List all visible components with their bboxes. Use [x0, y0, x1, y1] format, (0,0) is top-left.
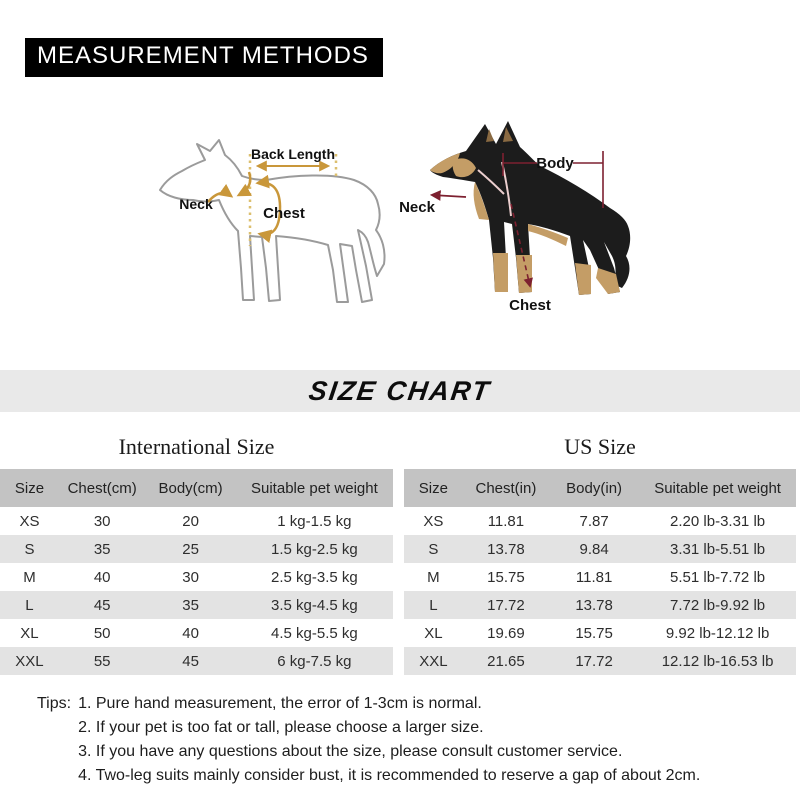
neck-measure-arrow [432, 195, 466, 197]
table-cell: 35 [93, 540, 111, 558]
table-cell: 4.5 kg-5.5 kg [271, 624, 358, 642]
table-cell: S [24, 540, 35, 558]
table-cell: 7.72 lb-9.92 lb [670, 596, 766, 614]
table-cell: 25 [182, 540, 199, 558]
tips-list [78, 692, 700, 788]
us-size-title: US Size [564, 433, 636, 459]
table-cell: L [25, 596, 34, 614]
table-row [0, 535, 393, 563]
table-row [0, 591, 393, 619]
table-cell: 1.5 kg-2.5 kg [271, 540, 358, 558]
table-cell: 50 [93, 624, 111, 642]
table-cell: L [429, 596, 438, 614]
column-header: Body(in) [549, 469, 639, 507]
table-cell: 12.12 lb-16.53 lb [661, 652, 774, 670]
table-cell: 2.5 kg-3.5 kg [271, 568, 358, 586]
table-cell: XL [20, 624, 39, 642]
table-row [0, 619, 393, 647]
table-cell: 3.31 lb-5.51 lb [670, 540, 766, 558]
column-header: Body(cm) [145, 469, 235, 507]
neck-label: Neck [399, 199, 435, 216]
table-cell: 13.78 [575, 596, 613, 614]
column-header: Size [0, 469, 59, 507]
table-row [404, 507, 796, 535]
table-cell: 45 [182, 652, 199, 670]
tips-label: Tips: [37, 695, 72, 712]
table-cell: 3.5 kg-4.5 kg [271, 596, 358, 614]
column-header: Suitable pet weight [236, 469, 393, 507]
table-header-row [0, 469, 393, 507]
table-cell: 11.81 [487, 512, 525, 530]
table-cell: 55 [93, 652, 111, 670]
back-length-label: Back Length [250, 146, 336, 162]
table-row [404, 563, 796, 591]
table-cell: 35 [182, 596, 199, 614]
table-cell: XS [19, 512, 40, 530]
table-row [404, 647, 796, 675]
international-size-table [0, 469, 393, 675]
size-chart-banner [0, 370, 800, 412]
table-row [0, 563, 393, 591]
table-cell: 21.65 [487, 652, 525, 670]
table-cell: 11.81 [575, 568, 613, 586]
international-size-section [0, 424, 393, 675]
table-cell: XXL [419, 652, 448, 670]
column-header: Size [404, 469, 463, 507]
table-row [0, 647, 393, 675]
table-cell: XXL [15, 652, 44, 670]
table-cell: 1 kg-1.5 kg [277, 512, 352, 530]
table-cell: M [427, 568, 440, 586]
tips-block [37, 692, 700, 788]
table-cell: 15.75 [487, 568, 525, 586]
table-cell: 17.72 [487, 596, 525, 614]
table-cell: 9.92 lb-12.12 lb [665, 624, 770, 642]
table-cell: 6 kg-7.5 kg [277, 652, 352, 670]
measurement-sketch-dog [130, 118, 410, 323]
table-cell: 40 [93, 568, 111, 586]
table-cell: S [428, 540, 439, 558]
chest-label: Chest [263, 205, 305, 222]
us-size-section [404, 424, 796, 675]
measurement-photo-dog [390, 108, 670, 346]
column-header: Suitable pet weight [639, 469, 796, 507]
chest-label: Chest [509, 297, 551, 314]
size-chart-banner-text: SIZE CHART [307, 375, 493, 406]
tip-item: 4. Two-leg suits mainly consider bust, it is recommended to reserve a gap of about 2cm. [78, 767, 701, 784]
table-row [404, 619, 796, 647]
page-title: MEASUREMENT METHODS [25, 38, 383, 77]
table-cell: 20 [182, 512, 199, 530]
table-cell: 19.69 [487, 624, 525, 642]
tip-item: 3. If you have any questions about the size, please consult customer service. [78, 743, 623, 760]
table-cell: 7.87 [579, 512, 609, 530]
table-cell: 40 [182, 624, 199, 642]
us-size-table [404, 469, 796, 675]
table-cell: 13.78 [487, 540, 525, 558]
neck-label: Neck [179, 196, 213, 212]
table-cell: M [23, 568, 36, 586]
table-cell: 9.84 [579, 540, 609, 558]
table-cell: 45 [93, 596, 111, 614]
table-row [404, 535, 796, 563]
table-cell: 17.72 [575, 652, 613, 670]
tip-item: 1. Pure hand measurement, the error of 1-3cm is normal. [78, 695, 482, 712]
table-cell: 15.75 [575, 624, 613, 642]
table-cell: XS [423, 512, 444, 530]
international-size-title: International Size [118, 433, 275, 459]
column-header: Chest(in) [463, 469, 549, 507]
table-cell: 30 [182, 568, 199, 586]
table-header-row [404, 469, 796, 507]
table-cell: 2.20 lb-3.31 lb [670, 512, 766, 530]
column-header: Chest(cm) [59, 469, 145, 507]
table-cell: 5.51 lb-7.72 lb [670, 568, 766, 586]
table-row [0, 507, 393, 535]
table-cell: XL [424, 624, 443, 642]
tip-item: 2. If your pet is too fat or tall, please choose a larger size. [78, 719, 484, 736]
table-cell: 30 [93, 512, 111, 530]
table-row [404, 591, 796, 619]
body-label: Body [536, 155, 574, 172]
